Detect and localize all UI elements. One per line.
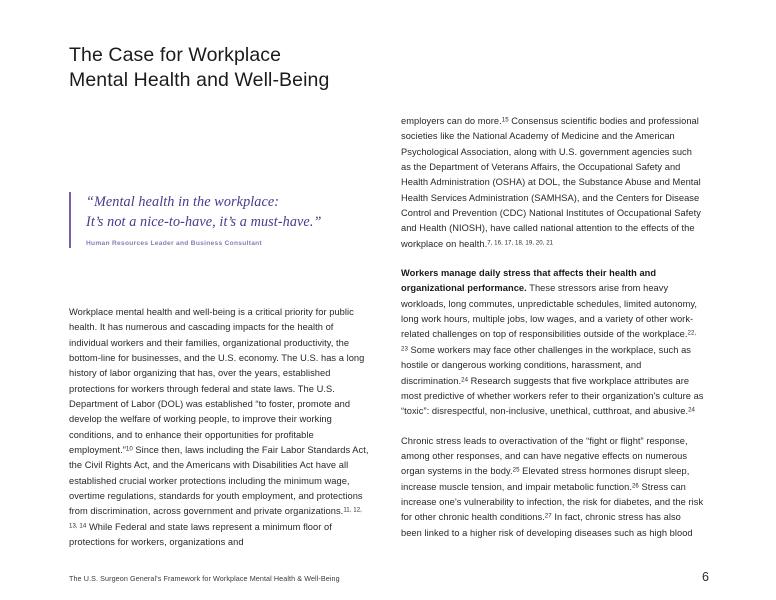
paragraph-text: Some workers may face other challenges in the workplace, such as hostile or dangerous working conditions, harassment, and discrimination. (401, 344, 692, 386)
body-paragraph (401, 114, 704, 252)
citation-superscript: 15 (501, 116, 509, 124)
pull-quote-accent-bar (69, 192, 71, 248)
page-footer (69, 570, 709, 584)
paragraph-text: Since then, laws including the Fair Labor Standards Act, the Civil Rights Act, and the Americans with Disabilities Act have all established crucial worker protections including the minimum wage, overtime regulations, standards for youth employment, and protections from discrimination, across government and private organizations. (69, 445, 369, 517)
paragraph-text: These stressors arise from heavy workloads, long commutes, unpredictable schedules, limited autonomy, long work hours, multiple jobs, low wages, and a variety of other work-related challenges on top of responsibilities outside of the workplace. (401, 283, 697, 340)
footer-title: The U.S. Surgeon General’s Framework for Workplace Mental Health & Well-Being (69, 574, 340, 583)
pull-quote-line-2: It’s not a nice-to-have, it’s a must-have.” (86, 214, 322, 230)
citation-superscript: 22, 23 (401, 329, 697, 353)
page-title-line-1: The Case for Workplace (69, 44, 282, 67)
paragraph-text: Research suggests that five workplace attributes are most predictive of whether workers refer to their organization’s culture as “toxic”: disrespectful, non-inclusive, unethical, cutthroat, and abusive. (401, 375, 704, 417)
citation-superscript: 25 (512, 466, 520, 474)
body-column-right (401, 114, 704, 541)
body-column-left (69, 305, 372, 551)
paragraph-text: employers can do more. (401, 116, 502, 126)
pull-quote-line-1: “Mental health in the workplace: (86, 194, 280, 210)
paragraph-lead-in: Workers manage daily stress that affects their health and organizational performance. (401, 268, 657, 294)
body-paragraph (69, 305, 372, 551)
body-paragraph (401, 434, 704, 541)
citation-superscript: 11, 12, 13, 14 (69, 506, 362, 530)
citation-superscript: 27 (544, 512, 552, 520)
paragraph-text: In fact, chronic stress has also been linked to a higher risk of developing diseases such as high blood (401, 512, 693, 538)
page-title-line-2: Mental Health and Well-Being (69, 69, 330, 92)
paragraph-text: While Federal and state laws represent a minimum floor of protections for workers, organizations and (69, 521, 332, 548)
citation-superscript: 10 (125, 445, 133, 453)
paragraph-text: Elevated stress hormones disrupt sleep, increase muscle tension, and impair metabolic function. (401, 466, 690, 492)
citation-superscript: 24 (461, 375, 469, 383)
footer-page-number: 6 (702, 570, 709, 584)
paragraph-text: Stress can increase one’s vulnerability to infection, the risk for diabetes, and the risk for other chronic health conditions. (401, 481, 704, 523)
citation-superscript: 7, 16, 17, 18, 19, 20, 21 (487, 239, 554, 247)
page-title (69, 43, 549, 93)
pull-quote (69, 192, 369, 247)
pull-quote-attribution: Human Resources Leader and Business Consultant (86, 240, 262, 247)
paragraph-text: Chronic stress leads to overactivation of the “fight or flight” response, among other responses, and can have negative effects on numerous organ systems in the body. (401, 435, 688, 477)
paragraph-text: Workplace mental health and well-being is a critical priority for public health. It has numerous and cascading impacts for the health of individual workers and their families, organizational productivity, the bottom-line for businesses, and the U.S. economy. The U.S. has a long history of labor organizing that has, over the years, established protections for workers through federal and state laws. The U.S. Department of Labor (DOL) was established “to foster, promote and develop the welfare of working people, to improve their working conditions, and to enhance their opportunities for profitable employment.” (69, 307, 365, 456)
paragraph-text: Consensus scientific bodies and professional societies like the National Academy of Medicine and the American Psychological Association, along with U.S. government agencies such as the Department of Veterans Affairs, the Occupational Safety and Health Administration (OSHA) at DOL, the Substance Abuse and Mental Health Services Administration (SAMHSA), and the Centers for Disease Control and Prevention (CDC) National Institutes of Occupational Safety and Health (NIOSH), have called national attention to the effects of the workplace on health. (401, 116, 701, 249)
citation-superscript: 26 (631, 482, 639, 490)
body-paragraph (401, 266, 704, 419)
citation-superscript: 24 (688, 406, 696, 414)
pull-quote-text (86, 192, 369, 232)
